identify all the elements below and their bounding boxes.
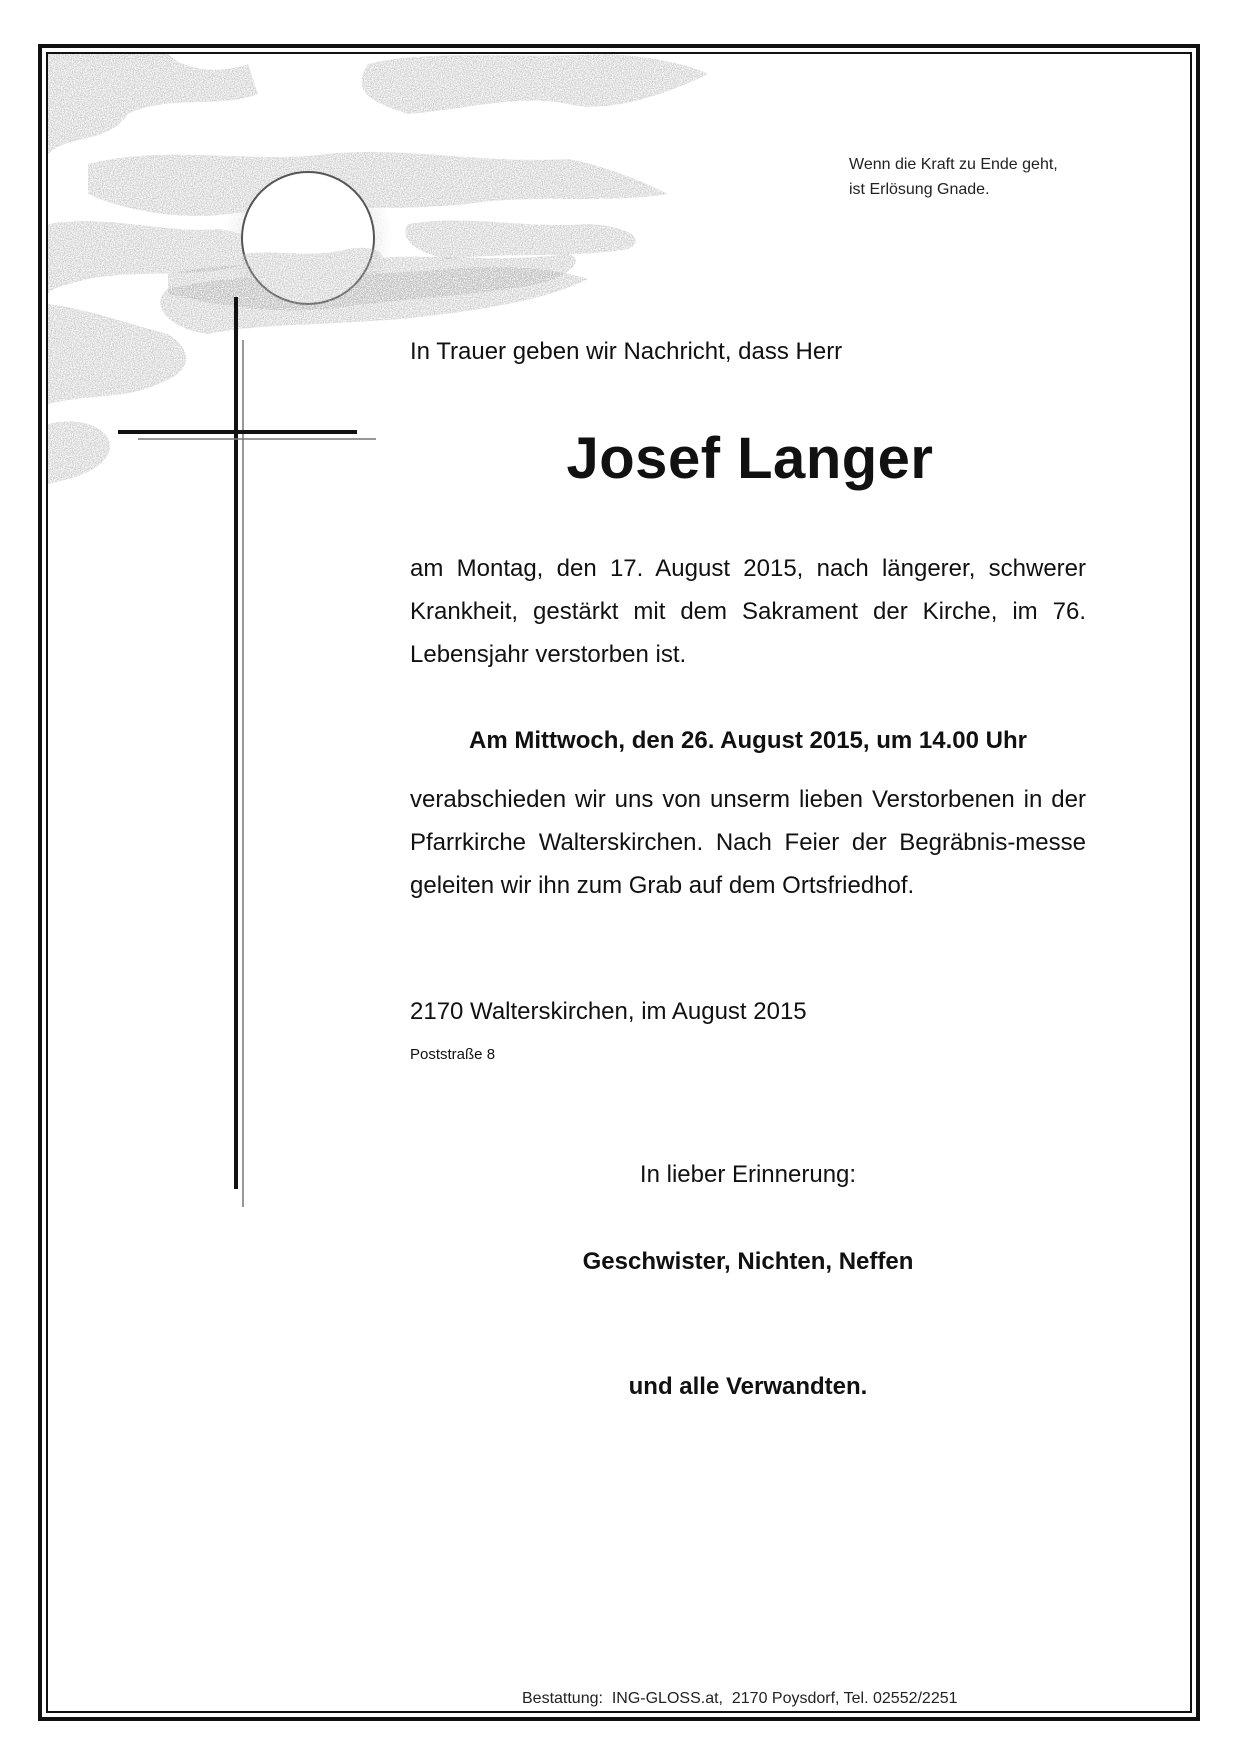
service-date: Am Mittwoch, den 26. August 2015, um 14.00 Uhr (469, 727, 1027, 754)
place-date: 2170 Walterskirchen, im August 2015 (410, 998, 807, 1025)
service-paragraph: verabschieden wir uns von unserm lieben Verstorbenen in der Pfarrkirche Walterskirchen. Nach Feier der Begräbnis-messe geleiten wir ihn zum Grab auf dem Ortsfriedhof. (410, 786, 1086, 899)
motto-line-1: Wenn die Kraft zu Ende geht, (849, 156, 1058, 173)
motto-line-2: ist Erlösung Gnade. (849, 181, 990, 198)
intro-text: In Trauer geben wir Nachricht, dass Herr (410, 338, 843, 365)
relatives-line: und alle Verwandten. (628, 1373, 868, 1400)
funeral-home-footer: Bestattung: ING-GLOSS.at, 2170 Poysdorf, Tel. 02552/2251 (522, 1690, 958, 1707)
deceased-name: Josef Langer (566, 426, 934, 491)
motto-quote (849, 152, 1058, 202)
mourners-line: Geschwister, Nichten, Neffen (582, 1248, 914, 1275)
death-paragraph: am Montag, den 17. August 2015, nach längerer, schwerer Krankheit, gestärkt mit dem Sakrament der Kirche, im 76. Lebensjahr verstorben ist. (410, 555, 1086, 668)
memory-line: In lieber Erinnerung: (639, 1161, 857, 1188)
street-address: Poststraße 8 (410, 1046, 496, 1063)
